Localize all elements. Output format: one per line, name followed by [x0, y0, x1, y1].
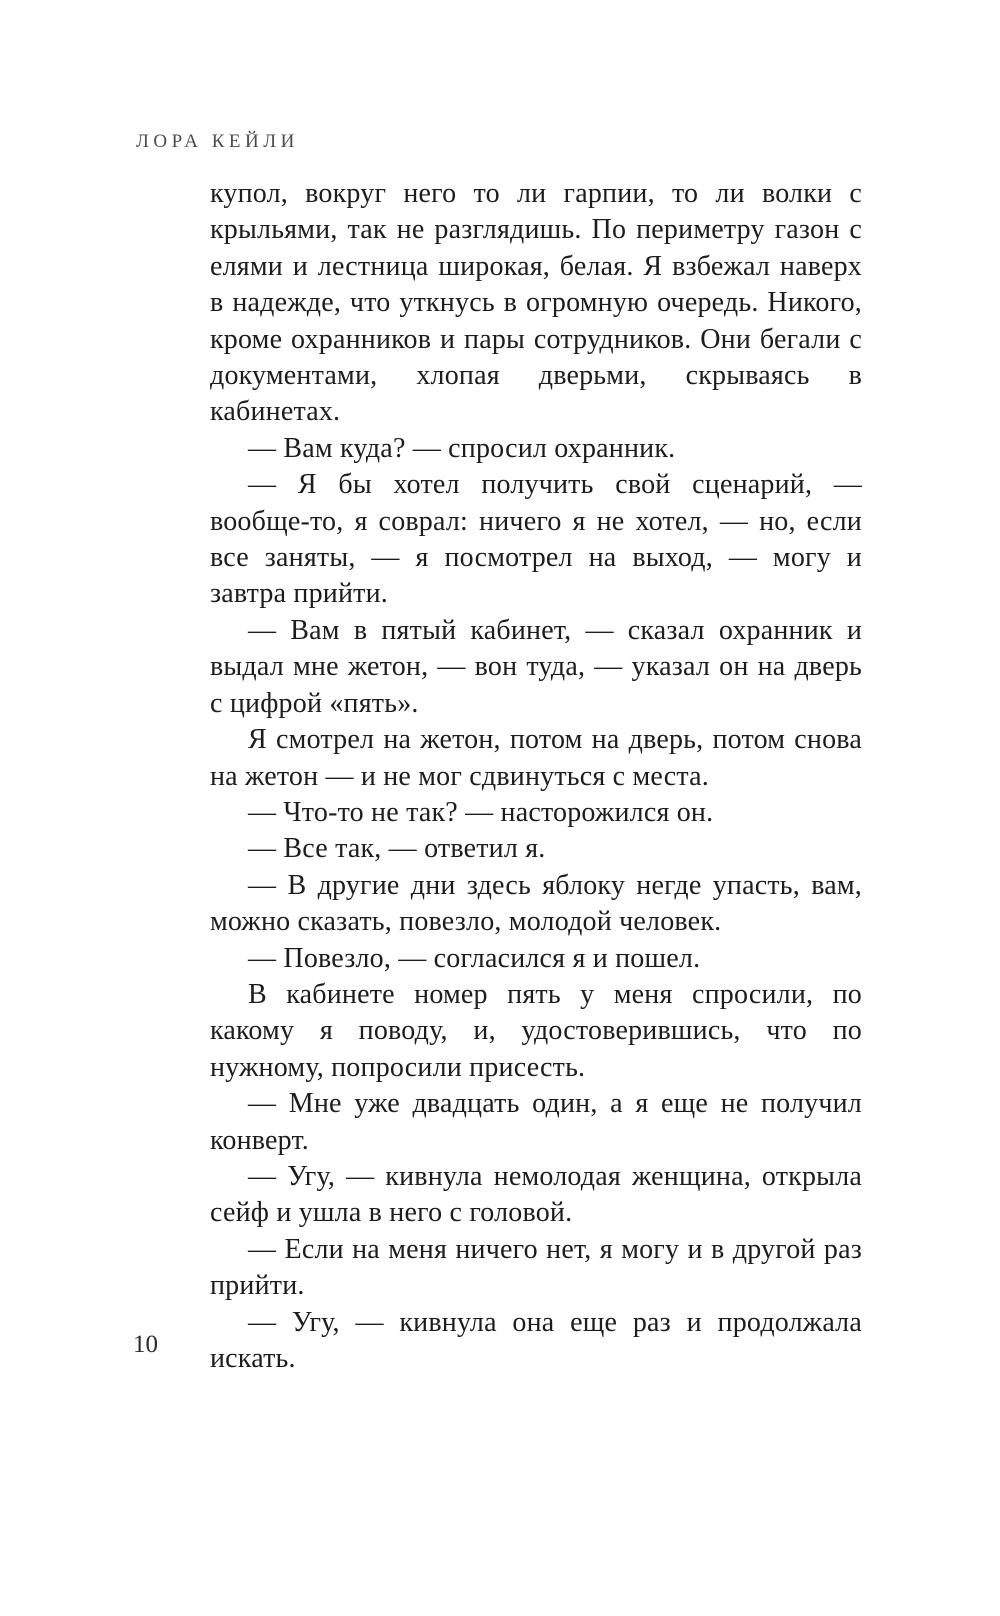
- paragraph: — Вам в пятый кабинет, — сказал охранник и выдал мне жетон, — вон туда, — указал он на дверь с цифрой «пять».: [210, 614, 862, 719]
- paragraph: — Угу, — кивнула она еще раз и продолжала искать.: [210, 1306, 862, 1374]
- paragraph: купол, вокруг него то ли гарпии, то ли волки с крыльями, так не разглядишь. По периметру газон с елями и лестница широкая, белая. Я взбежал наверх в надежде, что уткнусь в огромную очередь. Никого, кроме охранников и пары сотрудников. Они бегали с документами, хлопая дверьми, скрываясь в кабинетах.: [210, 178, 862, 428]
- running-header-author: ЛОРА КЕЙЛИ: [136, 131, 299, 152]
- paragraph: — Если на меня ничего нет, я могу и в другой раз прийти.: [210, 1233, 862, 1302]
- paragraph: — Все так, — ответил я.: [248, 833, 546, 865]
- paragraph: В кабинете номер пять у меня спросили, по какому я поводу, и, удостоверившись, что по нужному, попросили присесть.: [210, 978, 862, 1083]
- body-text: [210, 176, 862, 1377]
- paragraph: — Повезло, — согласился я и пошел.: [248, 942, 701, 974]
- paragraph: — Вам куда? — спросил охранник.: [248, 432, 676, 464]
- paragraph: — Мне уже двадцать один, а я еще не получил конверт.: [210, 1088, 862, 1156]
- page-number: 10: [133, 1331, 158, 1358]
- paragraph: — Угу, — кивнула немолодая женщина, открыла сейф и ушла в него с головой.: [210, 1160, 862, 1229]
- paragraph: — Что-то не так? — насторожился он.: [248, 796, 714, 828]
- paragraph: Я смотрел на жетон, потом на дверь, потом снова на жетон — и не мог сдвинуться с места.: [210, 724, 862, 792]
- paragraph: — Я бы хотел получить свой сценарий, — вообще-то, я соврал: ничего я не хотел, — но, если все заняты, — я посмотрел на выход, — могу и завтра прийти.: [210, 469, 862, 610]
- paragraph: — В другие дни здесь яблоку негде упасть, вам, можно сказать, повезло, молодой человек.: [210, 869, 862, 938]
